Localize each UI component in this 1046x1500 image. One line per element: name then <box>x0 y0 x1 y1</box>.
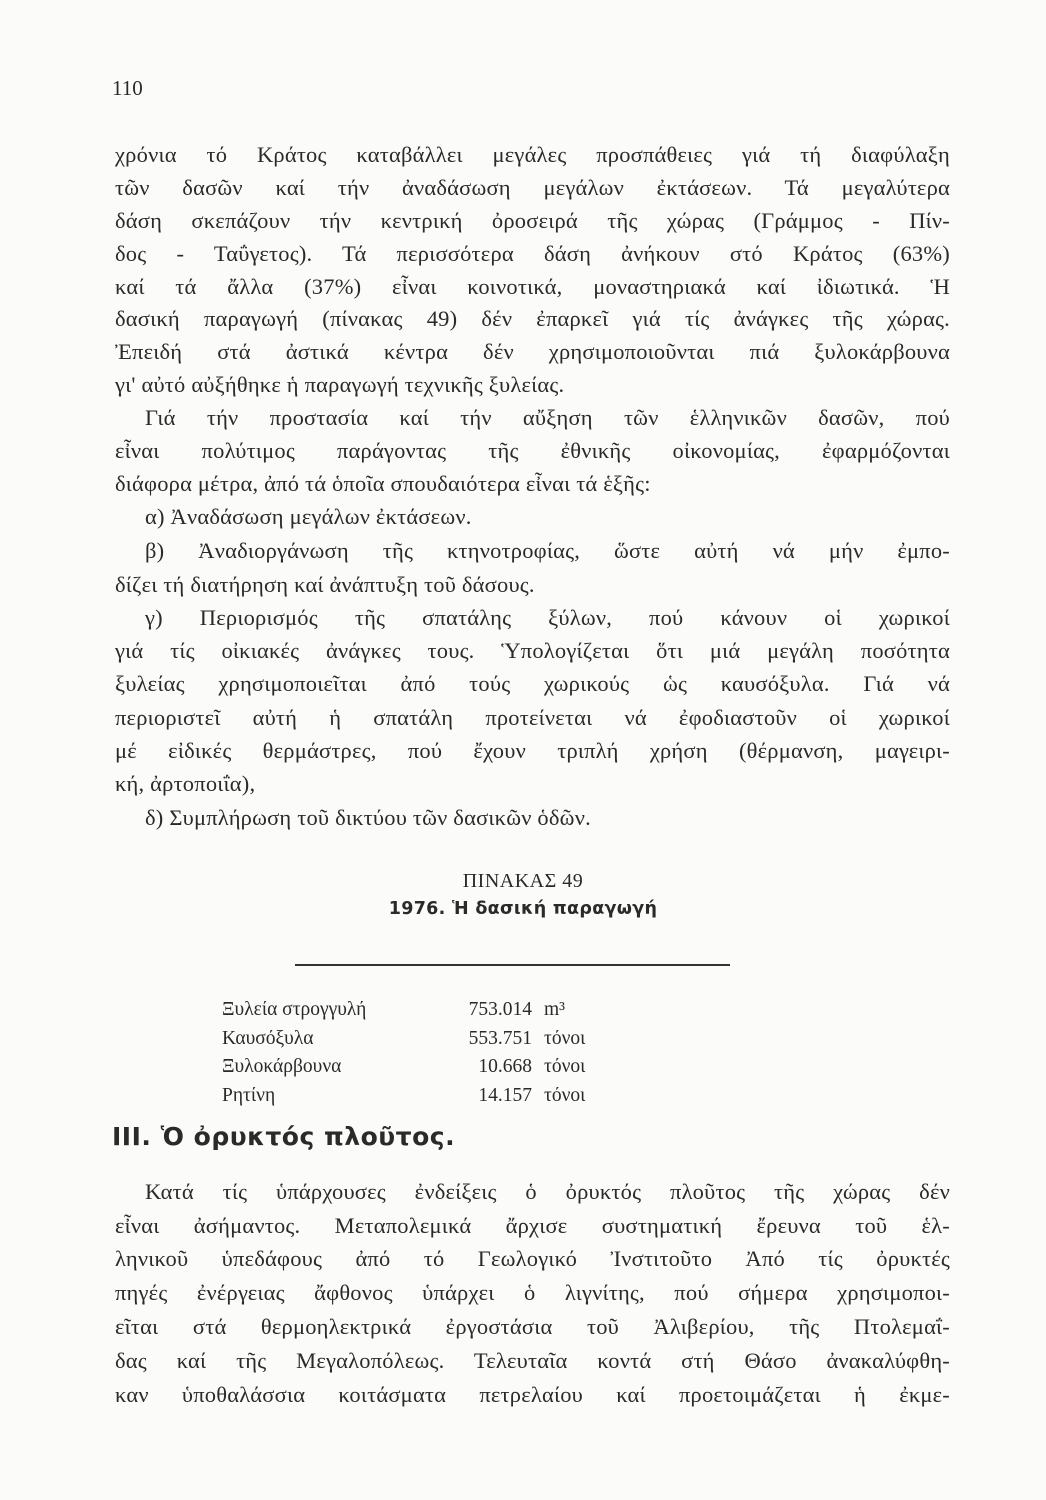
row-value: 10.668 <box>478 1056 532 1077</box>
text-line: δας καί τῆς Μεγαλοπόλεως. Τελευταῖα κοντά στή Θάσο ἀνακαλύφθη- <box>115 1348 950 1373</box>
table-rule <box>295 964 730 966</box>
text-line: β) Ἀναδιοργάνωση τῆς κτηνοτροφίας, ὥστε αὐτή νά μήν ἐμπο- <box>145 538 950 563</box>
row-unit: τόνοι <box>544 1028 586 1049</box>
row-value: 553.751 <box>468 1028 532 1049</box>
text-line: περιοριστεῖ αὐτή ἡ σπατάλη προτείνεται νά ἐφοδιαστοῦν οἱ χωρικοί <box>115 705 950 730</box>
text-line: κή, ἀρτοποιΐα), <box>115 771 256 796</box>
text-line: δασική παραγωγή (πίνακας 49) δέν ἐπαρκεῖ γιά τίς ἀνάγκες τῆς χώρας. <box>115 306 950 331</box>
text-line: γι' αὐτό αὐξήθηκε ἡ παραγωγή τεχνικῆς ξυλείας. <box>115 372 565 397</box>
row-unit: τόνοι <box>544 1056 586 1077</box>
text-line: εῖται στά θερμοηλεκτρικά ἐργοστάσια τοῦ Ἀλιβερίου, τῆς Πτολεμαΐ- <box>115 1314 950 1339</box>
text-line: δ) Συμπλήρωση τοῦ δικτύου τῶν δασικῶν ὁδῶν. <box>145 805 591 830</box>
text-line: Ἐπειδή στά ἀστικά κέντρα δέν χρησιμοποιοῦνται πιά ξυλοκάρβουνα <box>115 339 950 364</box>
text-line: τῶν δασῶν καί τήν ἀναδάσωση μεγάλων ἐκτάσεων. Τά μεγαλύτερα <box>115 175 950 200</box>
row-name: Ξυλοκάρβουνα <box>222 1056 342 1077</box>
text-line: διάφορα μέτρα, ἀπό τά ὁποῖα σπουδαιότερα εἶναι τά ἑξῆς: <box>115 471 651 496</box>
row-unit: m³ <box>544 999 566 1020</box>
text-line: δος - Ταΰγετος). Τά περισσότερα δάση ἀνήκουν στό Κράτος (63%) <box>115 241 950 266</box>
text-line: ξυλείας χρησιμοποιεῖται ἀπό τούς χωρικούς ὡς καυσόξυλα. Γιά νά <box>115 671 950 696</box>
text-line: εἶναι ἀσήμαντος. Μεταπολεμικά ἄρχισε συστηματική ἔρευνα τοῦ ἑλ- <box>115 1213 950 1238</box>
text-line: πηγές ἐνέργειας ἄφθονος ὑπάρχει ὁ λιγνίτης, πού σήμερα χρησιμοποι- <box>115 1280 950 1305</box>
text-line: δάση σκεπάζουν τήν κεντρική ὀροσειρά τῆς χώρας (Γράμμος - Πίν- <box>115 208 950 233</box>
table-caption: ΠΙΝΑΚΑΣ 49 <box>462 870 584 892</box>
row-unit: τόνοι <box>544 1085 586 1106</box>
text-line: καί τά ἄλλα (37%) εἶναι κοινοτικά, μοναστηριακά καί ἰδιωτικά. Ἡ <box>115 274 950 299</box>
page-number: 110 <box>112 76 143 100</box>
text-line: α) Ἀναδάσωση μεγάλων ἐκτάσεων. <box>145 504 472 529</box>
text-line: μέ εἰδικές θερμάστρες, πού ἔχουν τριπλή χρήση (θέρμανση, μαγειρι- <box>115 738 950 763</box>
table-title: 1976. Ἡ δασική παραγωγή <box>388 899 658 919</box>
row-name: Καυσόξυλα <box>222 1028 314 1049</box>
text-line: ληνικοῦ ὑπεδάφους ἀπό τό Γεωλογικό Ἰνστιτοῦτο Ἀπό τίς ὀρυκτές <box>115 1246 950 1271</box>
row-name: Ξυλεία στρογγυλή <box>222 999 367 1020</box>
text-line: δίζει τή διατήρηση καί ἀνάπτυξη τοῦ δάσους. <box>115 572 535 597</box>
text-line: γιά τίς οἰκιακές ἀνάγκες τους. Ὑπολογίζεται ὅτι μιά μεγάλη ποσότητα <box>115 638 950 663</box>
row-value: 14.157 <box>478 1085 532 1106</box>
section-heading: ΙΙΙ. Ὁ ὀρυκτός πλοῦτος. <box>112 1122 456 1151</box>
text-line: γ) Περιορισμός τῆς σπατάλης ξύλων, πού κάνουν οἱ χωρικοί <box>145 605 950 630</box>
text-line: χρόνια τό Κράτος καταβάλλει μεγάλες προσπάθειες γιά τή διαφύλαξη <box>115 142 950 167</box>
text-line: καν ὑποθαλάσσια κοιτάσματα πετρελαίου καί προετοιμάζεται ἡ ἐκμε- <box>115 1382 950 1407</box>
text-line: Γιά τήν προστασία καί τήν αὔξηση τῶν ἑλληνικῶν δασῶν, πού <box>145 405 950 430</box>
text-line: εἶναι πολύτιμος παράγοντας τῆς ἐθνικῆς οἰκονομίας, ἐφαρμόζονται <box>115 438 950 463</box>
row-value: 753.014 <box>468 999 532 1020</box>
row-name: Ρητίνη <box>222 1085 276 1106</box>
text-line: Κατά τίς ὑπάρχουσες ἐνδείξεις ὁ ὀρυκτός πλοῦτος τῆς χώρας δέν <box>145 1179 950 1204</box>
